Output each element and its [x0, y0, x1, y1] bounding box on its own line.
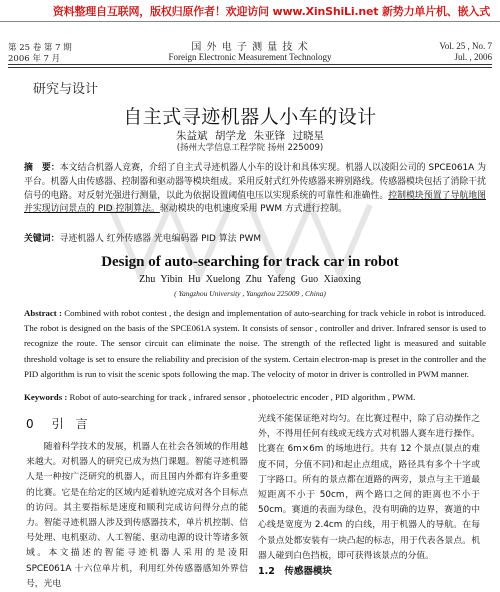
date-en: Jul. , 2006: [454, 52, 492, 62]
abstract-en-text: Combined with robot contest , the design and implementation of auto-searching for track vehicle in robot is introduced. The robot is designed on the basis of the SPCE061A system. It consists of sensor , controller and driver. Infrared sensor is used to recognize the route. The sensor circuit can eliminate the noise. The strength of the reflected light is measured and suitable threshold voltage is set to ensure the reliability and precision of the system. Certain electron-map is preset in the controller and the PID algorithm is run to visit the scenic spots following the map. The velocity of motor in driver is controlled in PWM manner.: [24, 308, 486, 379]
abstract-cn-text-1: 本文结合机器人竞赛，介绍了自主式寻迹机器人小车的设计和具体实现。机器人以凌阳公司的 SPCE061A 为平台。机器人由传感器、控制器和驱动器等模块组成。采用反射式红外传感器来辨别路线。传感器模块包括了消除干扰信号的电路。对反射光强进行测量，以此为依据设置阈值电压以实现系统的可靠性和准确性。: [24, 163, 486, 201]
affiliation-cn: (扬州大学信息工程学院 扬州 225009): [176, 143, 324, 153]
section-heading-intro: [26, 412, 248, 436]
authors-en: Zhu Yibin Hu Xuelong Zhu Yafeng Guo Xiaoxing: [139, 274, 361, 285]
keywords-cn-text: 寻迹机器人 红外传感器 光电编码器 PID 算法 PWM: [59, 234, 262, 244]
site-banner: [0, 0, 500, 22]
abstract-cn-label: 摘 要：: [24, 163, 60, 173]
body-column-left: [26, 412, 248, 592]
keywords-cn: [24, 231, 486, 244]
section-title: 引 言: [51, 417, 88, 431]
keywords-en-text: Robot of auto-searching for track , infrared sensor , photoelectric encoder , PID algorithm , PWM.: [69, 392, 416, 402]
body-column-right: [258, 412, 480, 579]
header-rule: [8, 64, 492, 65]
journal-title-en: Foreign Electronic Measurement Technology: [168, 52, 332, 62]
affiliation-en: ( Yangzhou University , Yangzhou 225009 , China): [174, 289, 326, 298]
abstract-cn: [24, 162, 486, 217]
keywords-en: [24, 392, 486, 402]
authors-cn: 朱益斌 胡学龙 朱亚锋 过晓星: [175, 130, 324, 142]
date-cn: 2006 年 7 月: [8, 54, 61, 64]
section-label: 研究与设计: [33, 82, 99, 97]
paper-title-cn: 自主式寻迹机器人小车的设计: [123, 106, 377, 128]
intro-paragraph: 随着科学技术的发展，机器人在社会各领域的作用越来越大。对机器人的研究已成为热门课题。智能寻迹机器人是一种按广泛研究的机器人，而且国内外都有许多重要的比赛。它是在给定的区域内延着轨迹完成对各个目标点的访问。其主要指标是速度和顺利完成访问得分点的能力。智能寻迹机器人涉及到传感器技术，单片机控制、信号处理、电机驱动、人工智能、驱动电源的设计等诸多领域。本文描述的智能寻迹机器人采用的是凌阳 SPCE061A 十六位单片机，利用红外传感器感知外界信号，光电: [26, 442, 248, 589]
section-number: 0: [26, 417, 34, 431]
keywords-cn-label: 关键词：: [24, 234, 60, 244]
abstract-en-label: Abstract :: [24, 308, 62, 318]
rules-paragraph: 光线不能保证绝对均匀。在比赛过程中，除了启动操作之外，不得用任何有线或无线方式对机器人赛车进行操作。比赛在 6m×6m 的场地进行。共有 12 个景点(景点的难度不同，分值不同)和起止点组成，路径具有多个十字或丁字路口。所有的景点都在道路的两旁，景点与主干道最短距离不小于 50cm，两个路口之间的距离也不小于 50cm。赛道的表面为绿色，没有明确的边界，赛道的中心线是宽度为 2.4cm 的白线，用于机器人的导航。在每个景点处都安装有一块凸起的标志，用于代表各景点。机器人碰到白色挡板，即可获得该景点的分值。: [258, 414, 480, 561]
volume-en: Vol. 25 , No. 7: [439, 41, 492, 51]
abstract-en: [24, 306, 486, 382]
paper-title-en: Design of auto-searching for track car in robot: [101, 254, 399, 270]
banner-text: 资料整理自互联网，版权归原作者！欢迎访问 www.XinShiLi.net 新势力单片机、嵌入式: [52, 5, 490, 18]
keywords-en-label: Keywords :: [24, 392, 68, 402]
abstract-cn-text-2: 驱动模块的电机速度采用 PWM 方式进行控制。: [159, 204, 348, 215]
volume-cn: 第 25 卷 第 7 期: [8, 43, 72, 53]
subsection-heading-sensor: 1.2 传感器模块: [258, 566, 332, 578]
abstract-cn-text-underlined: 控制模块预置了导航地图并实现访问景点的 PID 控制算法。: [24, 190, 487, 215]
journal-title-cn: 国 外 电 子 测 量 技 术: [191, 42, 309, 53]
header-rule-thin: [8, 67, 492, 68]
